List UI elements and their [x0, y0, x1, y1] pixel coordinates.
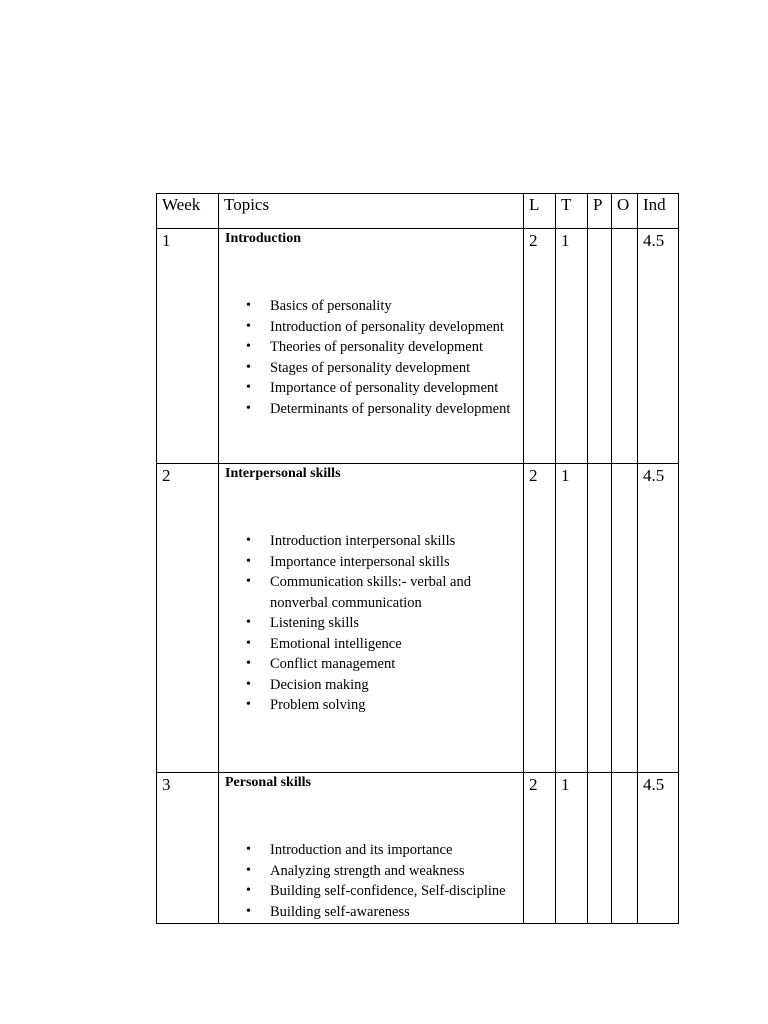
list-item: • Stages of personality development [225, 358, 519, 379]
practical-hours [588, 229, 612, 464]
table-row [157, 773, 679, 924]
list-item: • Importance interpersonal skills [225, 552, 519, 573]
lecture-hours: 2 [524, 229, 556, 464]
tutorial-hours: 1 [556, 773, 588, 924]
list-item: • Building self-confidence, Self-discipline [225, 881, 519, 902]
lecture-hours: 2 [524, 464, 556, 773]
practical-hours [588, 464, 612, 773]
list-item: • Communication skills:- verbal and nonverbal communication [225, 572, 519, 613]
list-item: • Basics of personality [225, 296, 519, 317]
list-item: • Listening skills [225, 613, 519, 634]
list-item: • Introduction and its importance [225, 840, 519, 861]
topic-title: Introduction [225, 231, 301, 246]
list-item: • Introduction interpersonal skills [225, 531, 519, 552]
syllabus-table [156, 193, 679, 924]
header-o: O [612, 194, 638, 229]
header-row [157, 194, 679, 229]
list-item: • Theories of personality development [225, 337, 519, 358]
other-hours [612, 773, 638, 924]
tutorial-hours: 1 [556, 464, 588, 773]
list-item: • Determinants of personality development [225, 399, 519, 420]
topic-title: Personal skills [225, 775, 311, 790]
list-item: • Emotional intelligence [225, 634, 519, 655]
table-row [157, 229, 679, 464]
topic-cell [219, 464, 524, 773]
list-item: • Building self-awareness [225, 902, 519, 923]
list-item: • Introduction of personality development [225, 317, 519, 338]
week-number: 2 [157, 464, 219, 773]
other-hours [612, 464, 638, 773]
list-item: • Importance of personality development [225, 378, 519, 399]
list-item: • Conflict management [225, 654, 519, 675]
lecture-hours: 2 [524, 773, 556, 924]
topic-list [225, 296, 519, 419]
header-topics: Topics [219, 194, 524, 229]
week-number: 3 [157, 773, 219, 924]
week-number: 1 [157, 229, 219, 464]
topic-cell [219, 773, 524, 924]
topic-list [225, 840, 519, 922]
table-row [157, 464, 679, 773]
independent-hours: 4.5 [638, 229, 679, 464]
topic-cell [219, 229, 524, 464]
header-t: T [556, 194, 588, 229]
list-item: • Problem solving [225, 695, 519, 716]
topic-title: Interpersonal skills [225, 466, 341, 481]
independent-hours: 4.5 [638, 773, 679, 924]
practical-hours [588, 773, 612, 924]
list-item: • Decision making [225, 675, 519, 696]
header-week: Week [157, 194, 219, 229]
independent-hours: 4.5 [638, 464, 679, 773]
list-item: • Analyzing strength and weakness [225, 861, 519, 882]
header-ind: Ind [638, 194, 679, 229]
other-hours [612, 229, 638, 464]
topic-list [225, 531, 519, 716]
header-l: L [524, 194, 556, 229]
tutorial-hours: 1 [556, 229, 588, 464]
header-p: P [588, 194, 612, 229]
